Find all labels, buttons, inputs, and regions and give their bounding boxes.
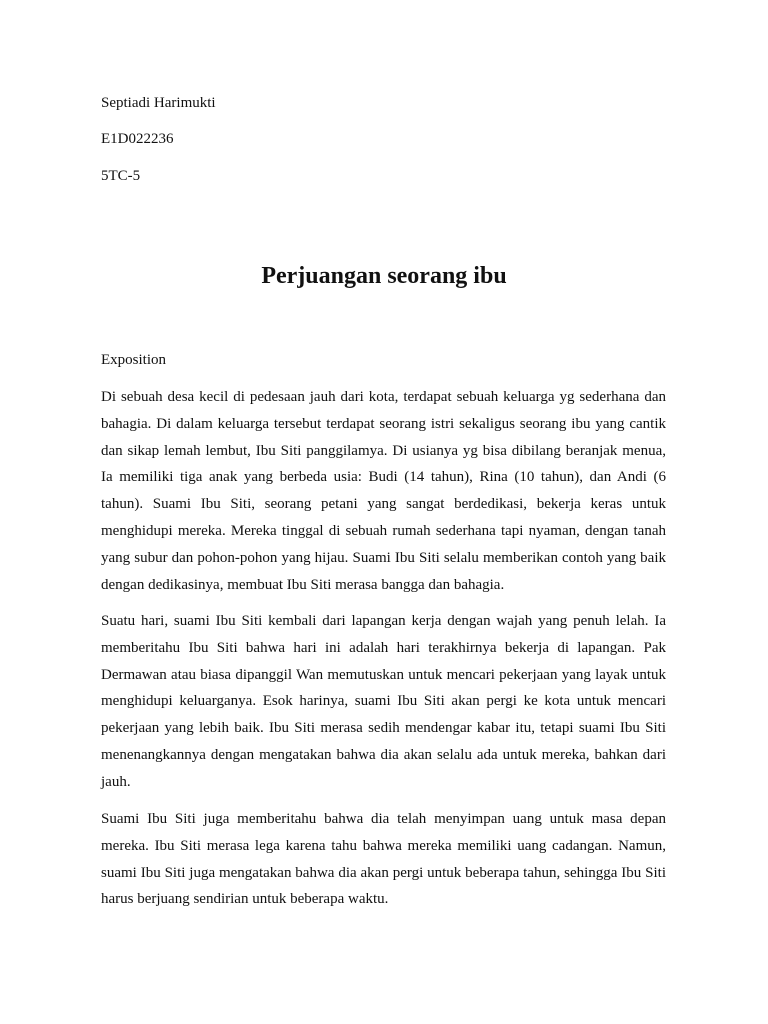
paragraph-2: Suatu hari, suami Ibu Siti kembali dari lapangan kerja dengan wajah yang penuh lelah. Ia memberitahu Ibu Siti bahwa hari ini adalah hari terakhirnya bekerja di lapangan. Pak Dermawan atau biasa dipanggil Wan memutuskan untuk mencari pekerjaan yang layak untuk menghidupi keluarganya. Esok harinya, suami Ibu Siti akan pergi ke kota untuk mencari pekerjaan yang lebih baik. Ibu Siti merasa sedih mendengar kabar itu, tetapi suami Ibu Siti menenangkannya dengan mengatakan bahwa dia akan selalu ada untuk mereka, bahkan dari jauh.	[101, 613, 666, 790]
paragraph-3: Suami Ibu Siti juga memberitahu bahwa dia telah menyimpan uang untuk masa depan mereka. Ibu Siti merasa lega karena tahu bahwa mereka memiliki uang cadangan. Namun, suami Ibu Siti juga mengatakan bahwa dia akan pergi untuk beberapa tahun, sehingga Ibu Siti harus berjuang sendirian untuk beberapa waktu.	[101, 811, 666, 908]
author-name: Septiadi Harimukti	[101, 95, 216, 111]
class-code: 5TC-5	[101, 168, 141, 184]
student-id: E1D022236	[101, 131, 174, 147]
paragraph-1: Di sebuah desa kecil di pedesaan jauh dari kota, terdapat sebuah keluarga yg sederhana dan bahagia. Di dalam keluarga tersebut terdapat seorang istri sekaligus seorang ibu yang cantik dan sikap lemah lembut, Ibu Siti panggilamya. Di usianya yg bisa dibilang beranjak menua, Ia memiliki tiga anak yang berbeda usia: Budi (14 tahun), Rina (10 tahun), dan Andi (6 tahun). Suami Ibu Siti, seorang petani yang sangat berdedikasi, bekerja keras untuk menghidupi mereka. Mereka tinggal di sebuah rumah sederhana tapi nyaman, dengan tanah yang subur dan pohon-pohon yang hijau. Suami Ibu Siti selalu memberikan contoh yang baik dengan dedikasinya, membuat Ibu Siti merasa bangga dan bahagia.	[101, 389, 666, 593]
section-heading: Exposition	[101, 352, 167, 368]
document-title: Perjuangan seorang ibu	[261, 263, 507, 289]
